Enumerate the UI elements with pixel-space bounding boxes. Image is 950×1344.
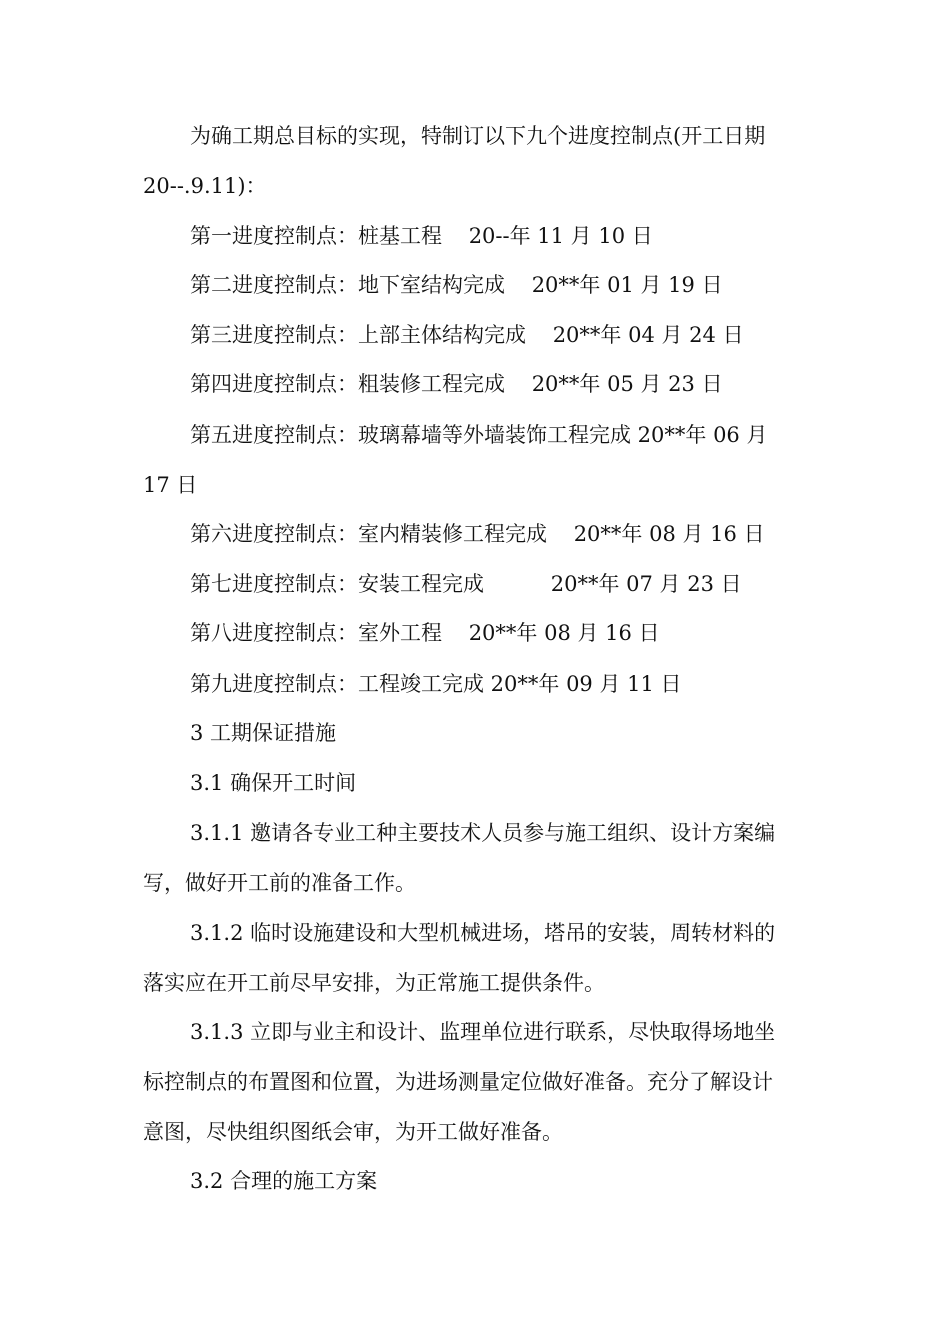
item-3-1-2-line-2: 落实应在开工前尽早安排，为正常施工提供条件。 [143, 971, 605, 995]
item-3-1-3-line-3: 意图，尽快组织图纸会审，为开工做好准备。 [143, 1120, 563, 1144]
item-3-1-2-line-1: 3.1.2 临时设施建设和大型机械进场，塔吊的安装，周转材料的 [190, 921, 776, 945]
section-heading-3-2: 3.2 合理的施工方案 [190, 1169, 378, 1193]
item-3-1-3-line-1: 3.1.3 立即与业主和设计、监理单位进行联系，尽快取得场地坐 [190, 1020, 776, 1044]
milestone-2: 第二进度控制点：地下室结构完成 20**年 01 月 19 日 [190, 273, 723, 297]
milestone-4: 第四进度控制点：粗装修工程完成 20**年 05 月 23 日 [190, 372, 723, 396]
milestone-1: 第一进度控制点：桩基工程 20--年 11 月 10 日 [190, 224, 653, 248]
milestone-6: 第六进度控制点：室内精装修工程完成 20**年 08 月 16 日 [190, 522, 765, 546]
milestone-8: 第八进度控制点：室外工程 20**年 08 月 16 日 [190, 621, 660, 645]
milestone-5-line-1: 第五进度控制点：玻璃幕墙等外墙装饰工程完成 20**年 06 月 [190, 423, 768, 447]
section-heading-3-1: 3.1 确保开工时间 [190, 771, 357, 795]
intro-paragraph-line-2: 20--.9.11)： [143, 174, 267, 198]
item-3-1-1-line-1: 3.1.1 邀请各专业工种主要技术人员参与施工组织、设计方案编 [190, 821, 776, 845]
milestone-5-line-2: 17 日 [143, 473, 198, 497]
milestone-3: 第三进度控制点：上部主体结构完成 20**年 04 月 24 日 [190, 323, 744, 347]
item-3-1-1-line-2: 写，做好开工前的准备工作。 [143, 871, 416, 895]
milestone-9: 第九进度控制点：工程竣工完成 20**年 09 月 11 日 [190, 672, 682, 696]
section-heading-3: 3 工期保证措施 [190, 721, 337, 745]
intro-paragraph-line-1: 为确工期总目标的实现，特制订以下九个进度控制点(开工日期 [190, 124, 766, 148]
item-3-1-3-line-2: 标控制点的布置图和位置，为进场测量定位做好准备。充分了解设计 [143, 1070, 773, 1094]
milestone-7: 第七进度控制点：安装工程完成 20**年 07 月 23 日 [190, 572, 742, 596]
